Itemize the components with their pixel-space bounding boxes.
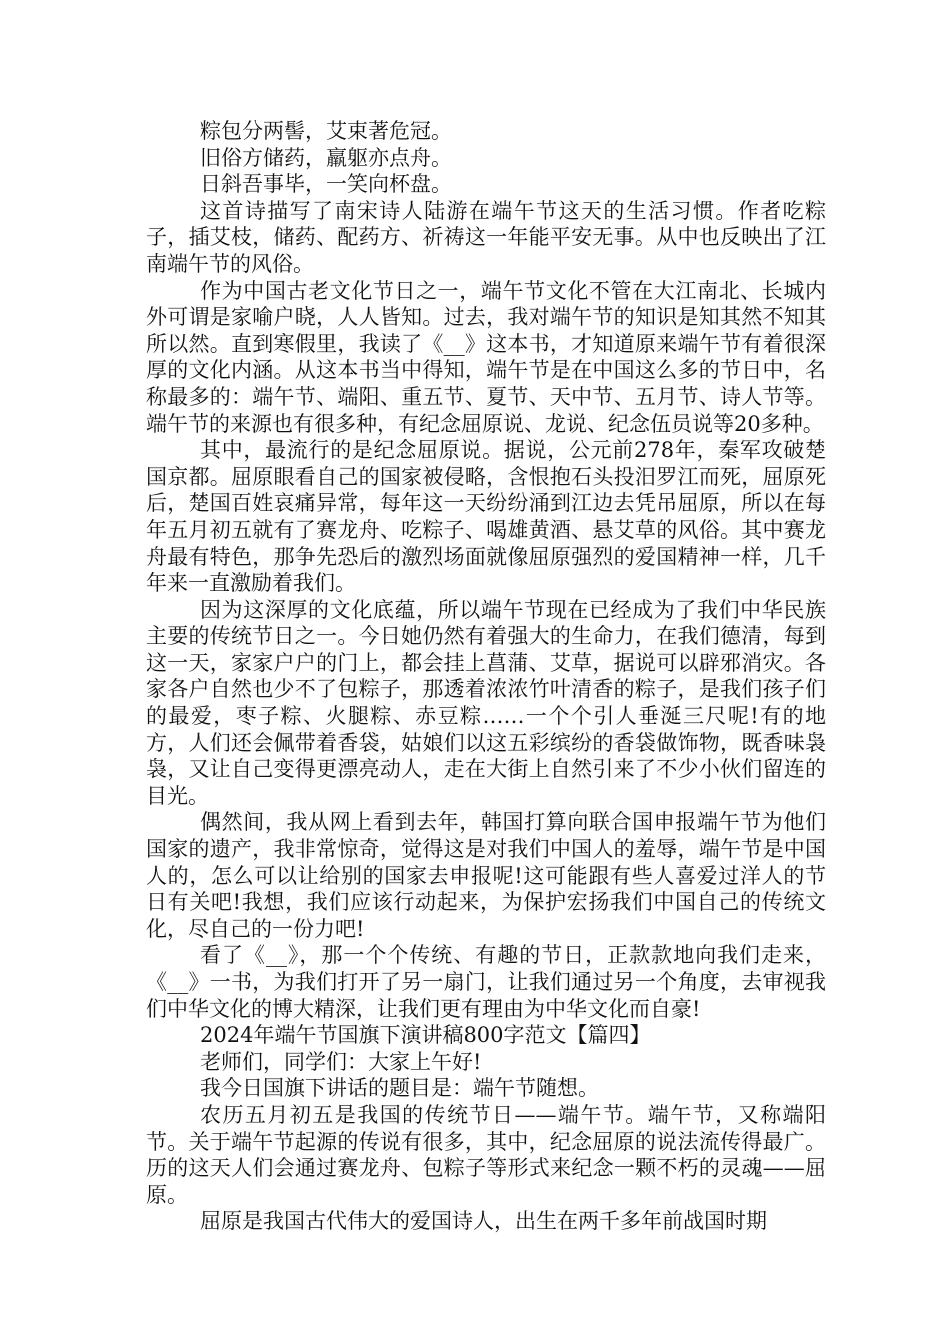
paragraph: 偶然间，我从网上看到去年，韩国打算向联合国申报端午节为他们国家的遗产，我非常惊奇，觉得这是对我们中国人的羞辱，端午节是中国人的，怎么可以让给别的国家去申报呢!这可能跟有些人喜爱过洋人的节日有关吧!我想，我们应该行动起来，为保护宏扬我们中国自己的传统文化，尽自己的一份力吧! [146,810,826,941]
paragraph: 农历五月初五是我国的传统节日——端午节。端午节，又称端阳节。关于端午节起源的传说有很多，其中，纪念屈原的说法流传得最广。历的这天人们会通过赛龙舟、包粽子等形式来纪念一颗不朽的灵魂——屈原。 [146,1102,826,1207]
poem-line: 粽包分两髻，艾束著危冠。 [200,119,452,143]
paragraph: 其中，最流行的是纪念屈原说。据说，公元前278年，秦军攻破楚国京都。屈原眼看自己的国家被侵略，含恨抱石头投汨罗江而死，屈原死后，楚国百姓哀痛异常，每年这一天纷纷涌到江边去凭吊屈原，所以在每年五月初五就有了赛龙舟、吃粽子、喝雄黄酒、悬艾草的风俗。其中赛龙舟最有特色，那争先恐后的激烈场面就像屈原强烈的爱国精神一样，几千年来一直激励着我们。 [146,438,826,596]
paragraph: 看了《__》，那一个个传统、有趣的节日，正款款地向我们走来，《__》一书，为我们打开了另一扇门，让我们通过另一个角度，去审视我们中华文化的博大精深，让我们更有理由为中华文化而自豪! [146,943,826,1021]
greeting: 老师们，同学们：大家上午好! [200,1049,482,1074]
paragraph: 屈原是我国古代伟大的爱国诗人，出生在两千多年前战国时期 [200,1209,767,1234]
paragraph: 这首诗描写了南宋诗人陆游在端午节这天的生活习惯。作者吃粽子，插艾枝，储药、配药方、祈祷这一年能平安无事。从中也反映出了江南端午节的风俗。 [146,198,826,276]
poem-line: 日斜吾事毕，一笑向杯盘。 [200,172,452,197]
poem-line: 旧俗方储药，羸躯亦点舟。 [200,145,452,170]
document-page [146,118,826,1235]
paragraph: 作为中国古老文化节日之一，端午节文化不管在大江南北、长城内外可谓是家喻户晓，人人皆知。过去，我对端午节的知识是知其然不知其所以然。直到寒假里，我读了《__》这本书，才知道原来端午节有着很深厚的文化内涵。从这本书当中得知，端午节是在中国这么多的节日中，名称最多的：端午节、端阳、重五节、夏节、天中节、五月节、诗人节等。端午节的来源也有很多种，有纪念屈原说、龙说、纪念伍员说等20多种。 [146,278,826,436]
section-heading: 2024年端午节国旗下演讲稿800字范文【篇四】 [200,1023,651,1048]
paragraph: 因为这深厚的文化底蕴，所以端午节现在已经成为了我们中华民族主要的传统节日之一。今日她仍然有着强大的生命力，在我们德清，每到这一天，家家户户的门上，都会挂上菖蒲、艾草，据说可以辟邪消灾。各家各户自然也少不了包粽子，那透着浓浓竹叶清香的粽子，是我们孩子们的最爱，枣子粽、火腿粽、赤豆粽……一个个引人垂涎三尺呢!有的地方，人们还会佩带着香袋，姑娘们以这五彩缤纷的香袋做饰物，既香味袅袅，又让自己变得更漂亮动人，走在大街上自然引来了不少小伙们留连的目光。 [146,597,826,808]
paragraph: 我今日国旗下讲话的题目是：端午节随想。 [200,1076,599,1101]
